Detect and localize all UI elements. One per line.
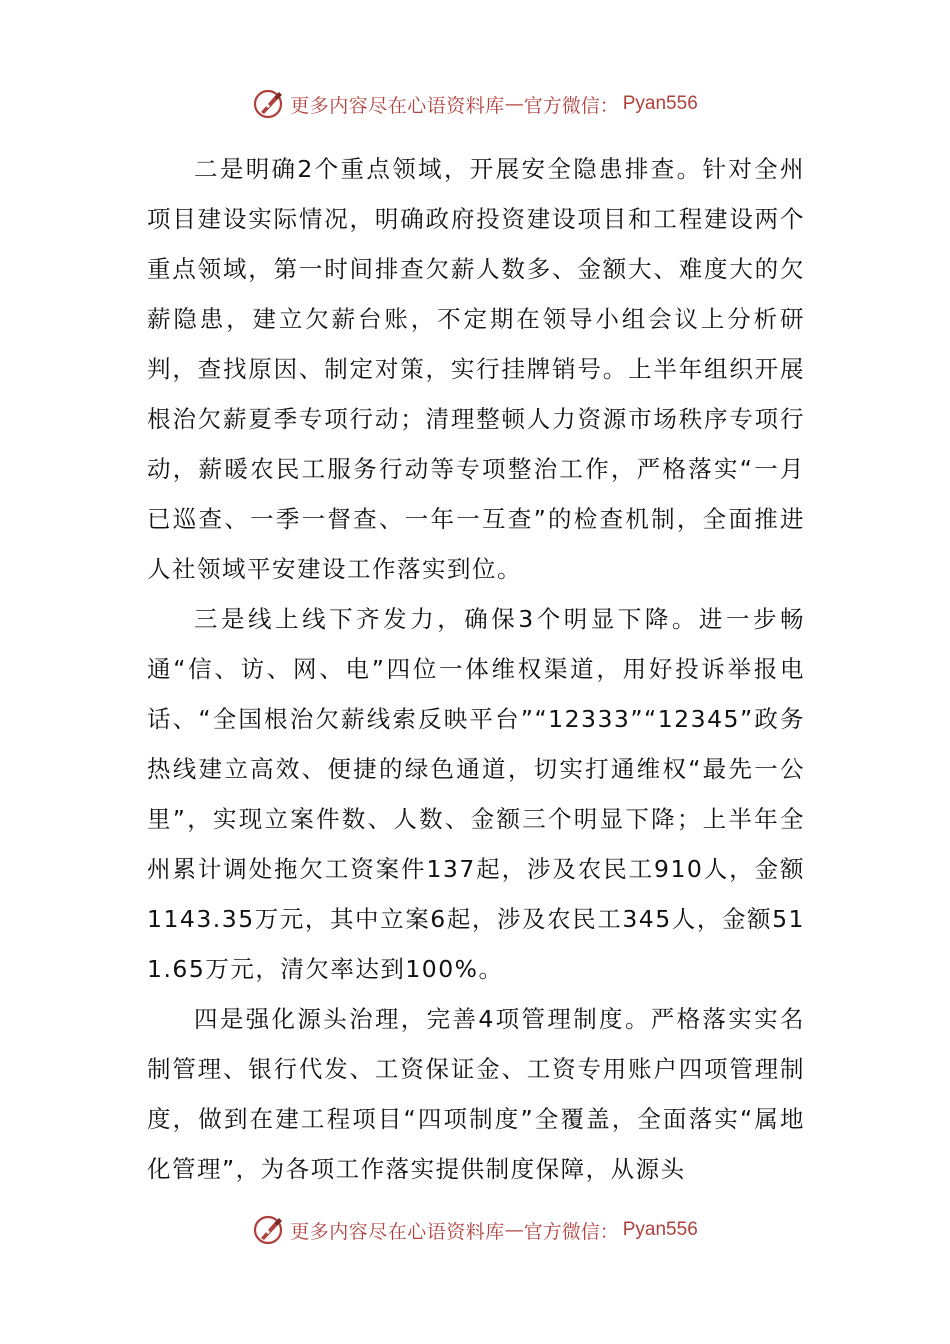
pen-nib-icon [252, 1213, 286, 1247]
header-watermark-banner [0, 84, 950, 124]
banner-title: 更多内容尽在心语资料库 [290, 1220, 505, 1243]
banner-separator: — [504, 93, 524, 115]
paragraph-4: 四是强化源头治理，完善4项管理制度。严格落实实名制管理、银行代发、工资保证金、工资专用账户四项管理制度，做到在建工程项目“四项制度”全覆盖，全面落实“属地化管理”，为各项工作落实提供制度保障，从源头 [147, 1005, 805, 1183]
banner-wechat-label: 官方微信： [523, 1220, 619, 1243]
pen-nib-icon [252, 87, 286, 121]
banner-separator: — [504, 1219, 524, 1241]
banner-wechat-label: 官方微信： [523, 94, 619, 117]
document-body [147, 144, 805, 1194]
footer-watermark-banner [0, 1210, 950, 1250]
banner-wechat-id: Pyan556 [622, 93, 698, 114]
banner-wechat-id: Pyan556 [622, 1219, 698, 1240]
paragraph-2: 二是明确2个重点领域，开展安全隐患排查。针对全州项目建设实际情况，明确政府投资建设项目和工程建设两个重点领域，第一时间排查欠薪人数多、金额大、难度大的欠薪隐患，建立欠薪台账，不定期在领导小组会议上分析研判，查找原因、制定对策，实行挂牌销号。上半年组织开展根治欠薪夏季专项行动；清理整顿人力资源市场秩序专项行动，薪暖农民工服务行动等专项整治工作，严格落实“一月已巡查、一季一督查、一年一互查”的检查机制，全面推进人社领域平安建设工作落实到位。 [147, 155, 805, 583]
paragraph-3: 三是线上线下齐发力，确保3个明显下降。进一步畅通“信、访、网、电”四位一体维权渠道，用好投诉举报电话、“全国根治欠薪线索反映平台”“12333”“12345”政务热线建立高效、便捷的绿色通道，切实打通维权“最先一公里”，实现立案件数、人数、金额三个明显下降；上半年全州累计调处拖欠工资案件137起，涉及农民工910人，金额1143.35万元，其中立案6起，涉及农民工345人，金额511.65万元，清欠率达到100%。 [147, 605, 805, 983]
banner-title: 更多内容尽在心语资料库 [290, 94, 505, 117]
